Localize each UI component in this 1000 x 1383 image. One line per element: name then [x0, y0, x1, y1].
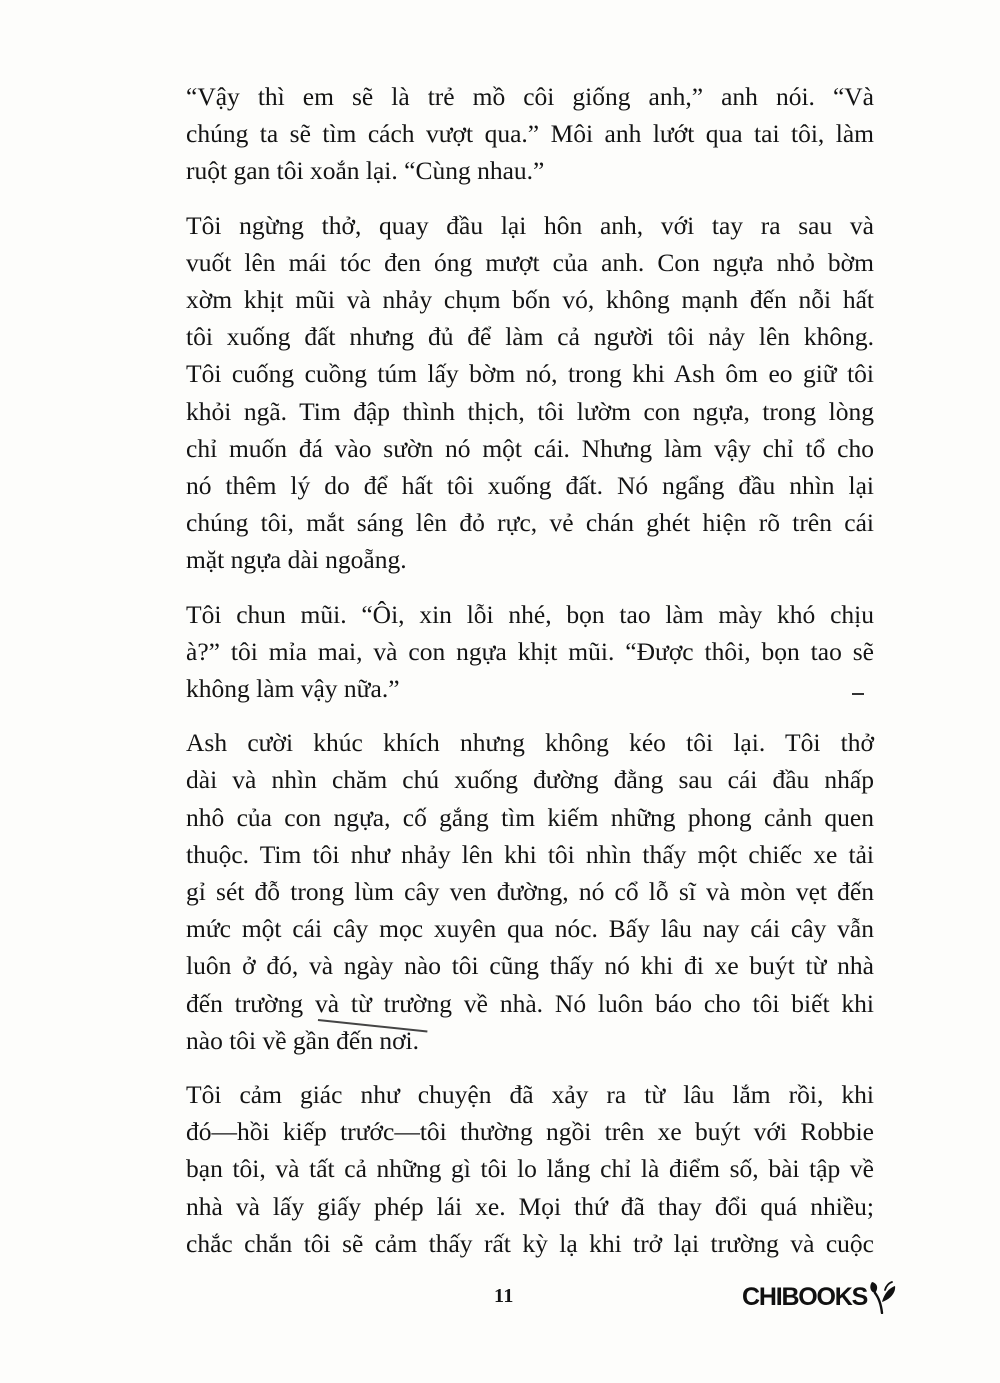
text-line: Tôi cảm giác như chuyện đã xảy ra từ lâu lắm rồi, khi	[186, 1080, 874, 1110]
paragraph-4	[146, 724, 874, 1059]
text-line: vuốt lên mái tóc đen óng mượt của anh. Con ngựa nhỏ bờm	[186, 247, 874, 277]
text-line: “Vậy thì em sẽ là trẻ mồ côi giống anh,” anh nói. “Và	[186, 82, 874, 111]
text-line: à?” tôi mỉa mai, và con ngựa khịt mũi. “Được thôi, bọn tao sẽ	[186, 636, 874, 666]
leaf-sprout-icon	[869, 1280, 897, 1314]
text-line: mức một cái cây mọc xuyên qua nóc. Bấy lâu nay cái cây vẫn	[186, 914, 874, 944]
text-line: đó—hồi kiếp trước—tôi thường ngồi trên xe buýt với Robbie	[186, 1117, 874, 1147]
page-footer	[0, 1275, 1000, 1325]
text-line: Tôi cuống cuồng túm lấy bờm nó, trong khi Ash ôm eo giữ tôi	[186, 359, 874, 389]
text-line: nào tôi về gần đến nơi.	[186, 1025, 420, 1055]
text-line: bạn tôi, và tất cả những gì tôi lo lắng chỉ là điểm số, bài tập về	[186, 1154, 874, 1184]
paragraph-5	[146, 1076, 874, 1262]
text-line: ruột gan tôi xoắn lại. “Cùng nhau.”	[186, 156, 545, 186]
paragraph-2	[146, 207, 874, 579]
text-line: đến trường và từ trường về nhà. Nó luôn báo cho tôi biết khi	[186, 988, 874, 1018]
page-number: 11	[494, 1285, 514, 1307]
paragraph-3	[146, 596, 874, 708]
scan-artifact-dash	[852, 693, 864, 695]
text-line: nhô của con ngựa, cố gắng tìm kiếm những phong cảnh quen	[186, 802, 874, 832]
text-line: luôn ở đó, và ngày nào tôi cũng thấy nó khi đi xe buýt từ nhà	[186, 951, 874, 981]
text-line: chắc chắn tôi sẽ cảm thấy rất kỳ lạ khi trở lại trường và cuộc	[186, 1228, 874, 1258]
text-line: chỉ muốn đá vào sườn nó một cái. Nhưng làm vậy chỉ tổ cho	[186, 433, 874, 463]
text-line: chúng tôi, mắt sáng lên đỏ rực, vẻ chán ghét hiện rõ trên cái	[186, 508, 874, 538]
text-line: nó thêm lý do để hất tôi xuống đất. Nó ngẩng đầu nhìn lại	[186, 471, 874, 501]
text-line: Ash cười khúc khích nhưng không kéo tôi lại. Tôi thở	[186, 728, 874, 758]
text-line: gỉ sét đỗ trong lùm cây ven đường, nó cổ lỗ sĩ và mòn vẹt đến	[186, 877, 874, 907]
text-line: khỏi ngã. Tim đập thình thịch, tôi lườm con ngựa, trong lòng	[186, 396, 874, 426]
text-line: không làm vậy nữa.”	[186, 674, 400, 704]
text-line: Tôi ngừng thở, quay đầu lại hôn anh, với tay ra sau và	[186, 210, 874, 240]
publisher-logo-text: CHIBOOKS	[742, 1282, 868, 1311]
text-line: Tôi chun mũi. “Ôi, xin lỗi nhé, bọn tao làm mày khó chịu	[186, 599, 874, 629]
text-line: mặt ngựa dài ngoẵng.	[186, 545, 407, 575]
body-text	[146, 78, 874, 1279]
text-line: chúng ta sẽ tìm cách vượt qua.” Môi anh lướt qua tai tôi, làm	[186, 119, 874, 149]
publisher-logo	[742, 1279, 897, 1315]
text-line: nhà và lấy giấy phép lái xe. Mọi thứ đã thay đổi quá nhiều;	[186, 1191, 874, 1221]
text-line: xờm khịt mũi và nhảy chụm bốn vó, không mạnh đến nỗi hất	[186, 285, 874, 315]
paragraph-1	[146, 78, 874, 190]
text-line: thuộc. Tim tôi như nhảy lên khi tôi nhìn thấy một chiếc xe tải	[186, 839, 874, 869]
text-line: tôi xuống đất nhưng đủ để làm cả người tôi nảy lên không.	[186, 322, 874, 352]
text-line: dài và nhìn chăm chú xuống đường đằng sau cái đầu nhấp	[186, 765, 874, 795]
